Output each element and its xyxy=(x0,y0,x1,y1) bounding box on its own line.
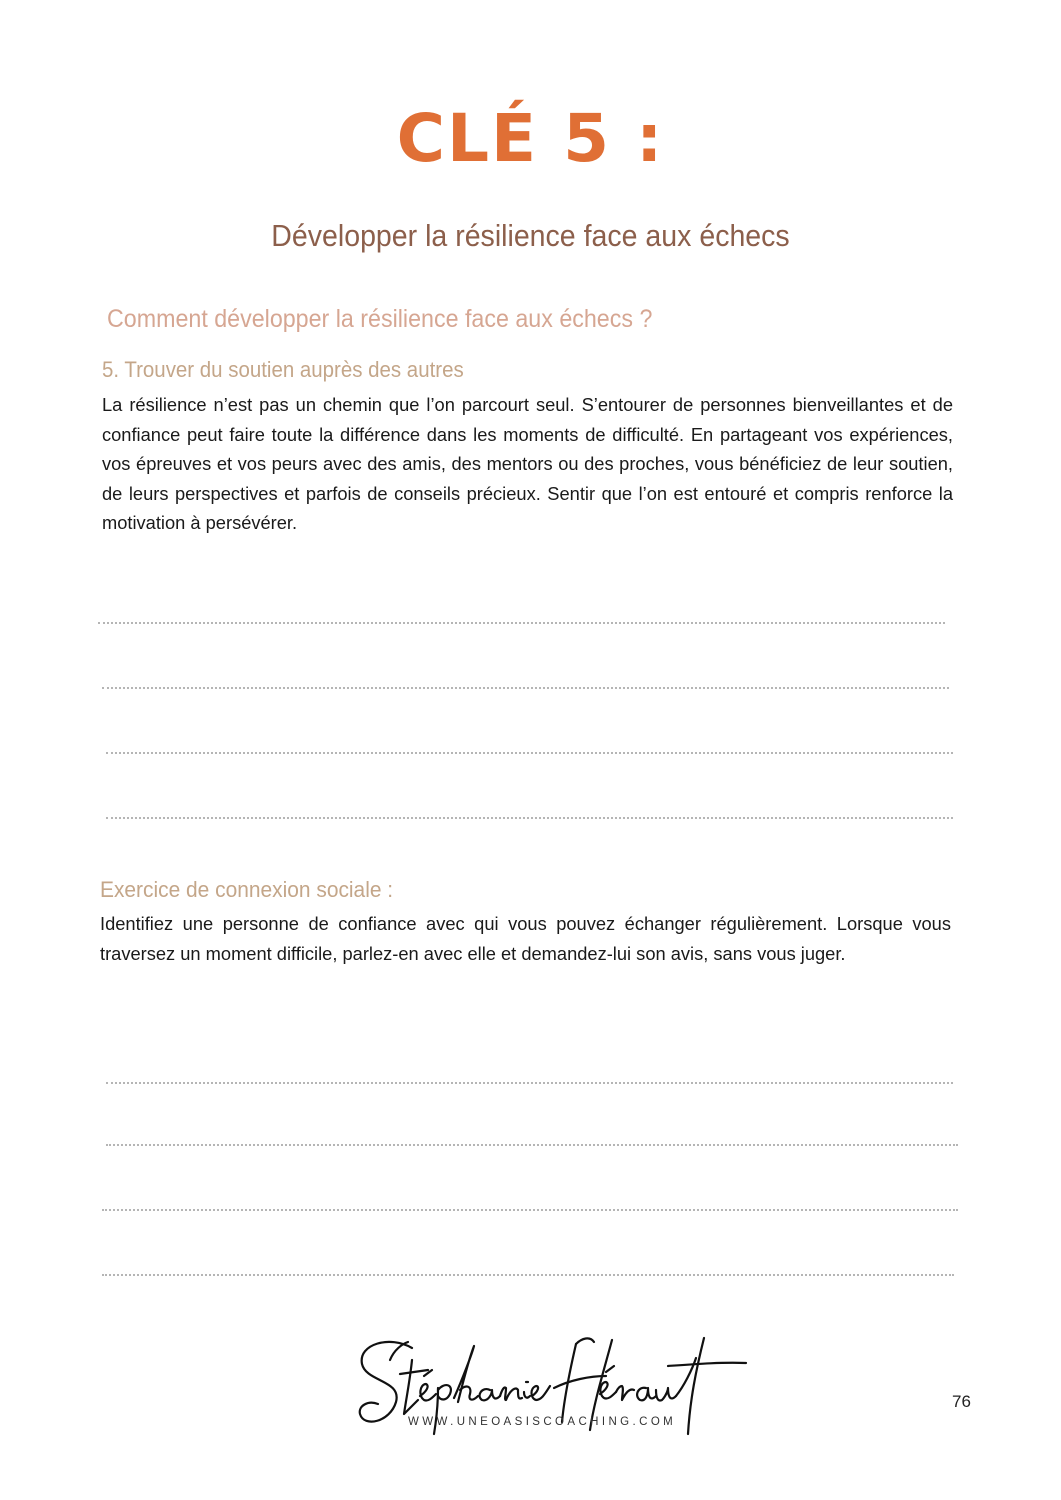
step-paragraph: La résilience n’est pas un chemin que l’on parcourt seul. S’entourer de personnes bienveillantes et de confiance peut faire toute la différence dans les moments de difficulté. En partageant vos expériences, vos épreuves et vos peurs avec des amis, des mentors ou des proches, vous bénéficiez de leur soutien, de leurs perspectives et parfois de conseils précieux. Sentir que l’on est entouré et compris renforce la motivation à persévérer. xyxy=(102,394,953,533)
writing-line[interactable] xyxy=(106,817,953,819)
section-question: Comment développer la résilience face aux échecs ? xyxy=(107,305,653,333)
website-url: WWW.UNEOASISCOACHING.COM xyxy=(408,1416,677,1428)
writing-line[interactable] xyxy=(102,1274,954,1276)
writing-line[interactable] xyxy=(106,752,953,754)
writing-line[interactable] xyxy=(102,1209,958,1211)
page-number: 76 xyxy=(952,1392,971,1411)
page-subtitle: Développer la résilience face aux échecs xyxy=(271,218,790,253)
writing-line[interactable] xyxy=(106,1144,958,1146)
writing-line[interactable] xyxy=(98,622,945,624)
page-title: CLÉ 5 : xyxy=(396,100,665,177)
writing-line[interactable] xyxy=(102,687,949,689)
writing-line[interactable] xyxy=(106,1082,953,1084)
exercise-title: Exercice de connexion sociale : xyxy=(100,877,394,902)
exercise-paragraph: Identifiez une personne de confiance avec qui vous pouvez échanger régulièrement. Lorsque vous traversez un moment difficile, parlez-en avec elle et demandez-lui son avis, sans vous juger. xyxy=(100,913,951,964)
step-title: 5. Trouver du soutien auprès des autres xyxy=(102,357,464,382)
